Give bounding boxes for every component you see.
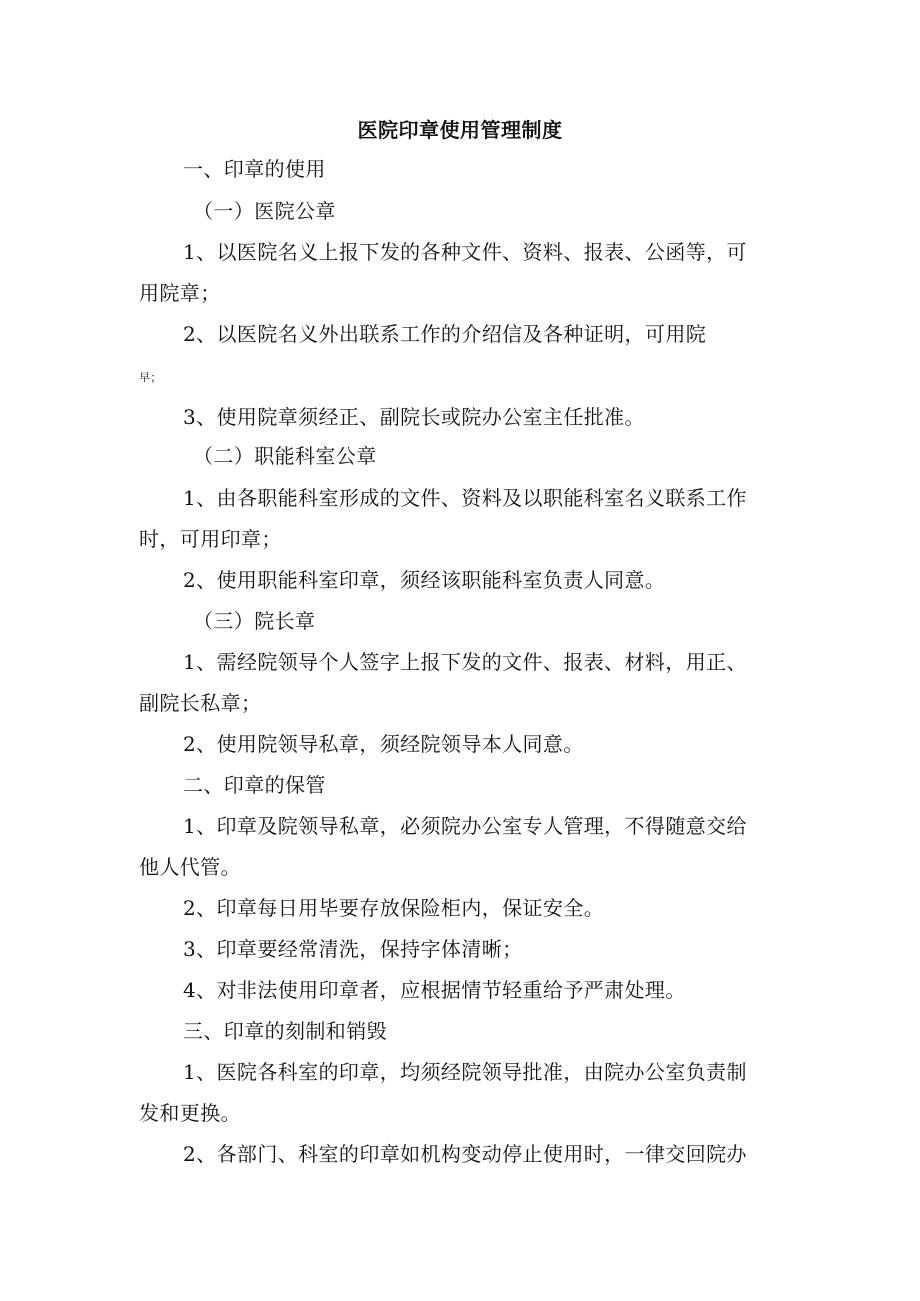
section-heading-1: 一、印章的使用 xyxy=(183,157,326,181)
paragraph-line: 副院长私章； xyxy=(139,691,262,715)
paragraph-line: 用院章； xyxy=(139,281,221,305)
paragraph-line: 4、对非法使用印章者，应根据情节轻重给予严肃处理。 xyxy=(183,978,686,1002)
paragraph-line: 1、由各职能科室形成的文件、资料及以职能科室名义联系工作 xyxy=(183,486,747,510)
paragraph-line: 2、各部门、科室的印章如机构变动停止使用时，一律交回院办 xyxy=(183,1142,747,1166)
paragraph-line: 1、需经院领导个人签字上报下发的文件、报表、材料，用正、 xyxy=(183,650,747,674)
paragraph-line: 2、以医院名义外出联系工作的介绍信及各种证明，可用院 xyxy=(183,322,707,346)
document-title: 医院印章使用管理制度 xyxy=(357,118,563,142)
paragraph-line: 发和更换。 xyxy=(139,1101,241,1125)
paragraph-line: 1、以医院名义上报下发的各种文件、资料、报表、公函等，可 xyxy=(183,240,747,264)
section-heading-2: 二、印章的保管 xyxy=(183,773,326,797)
subsection-heading-3: （三）院长章 xyxy=(193,609,316,633)
paragraph-line: 2、使用院领导私章，须经院领导本人同意。 xyxy=(183,732,584,756)
paragraph-line: 1、医院各科室的印章，均须经院领导批准，由院办公室负责制 xyxy=(183,1060,747,1084)
subsection-heading-1: （一）医院公章 xyxy=(193,199,336,223)
paragraph-line: 2、使用职能科室印章，须经该职能科室负责人同意。 xyxy=(183,568,666,592)
paragraph-line: 早； xyxy=(139,371,162,384)
paragraph-line: 他人代管。 xyxy=(139,855,241,879)
paragraph-line: 3、使用院章须经正、副院长或院办公室主任批准。 xyxy=(183,405,645,429)
paragraph-line: 2、印章每日用毕要存放保险柜内，保证安全。 xyxy=(183,896,605,920)
paragraph-line: 3、印章要经常清洗，保持字体清晰； xyxy=(183,937,523,961)
paragraph-line: 1、印章及院领导私章，必须院办公室专人管理，不得随意交给 xyxy=(183,814,747,838)
section-heading-3: 三、印章的刻制和销毁 xyxy=(183,1019,387,1043)
paragraph-line: 时，可用印章； xyxy=(139,527,282,551)
subsection-heading-2: （二）职能科室公章 xyxy=(193,444,377,468)
